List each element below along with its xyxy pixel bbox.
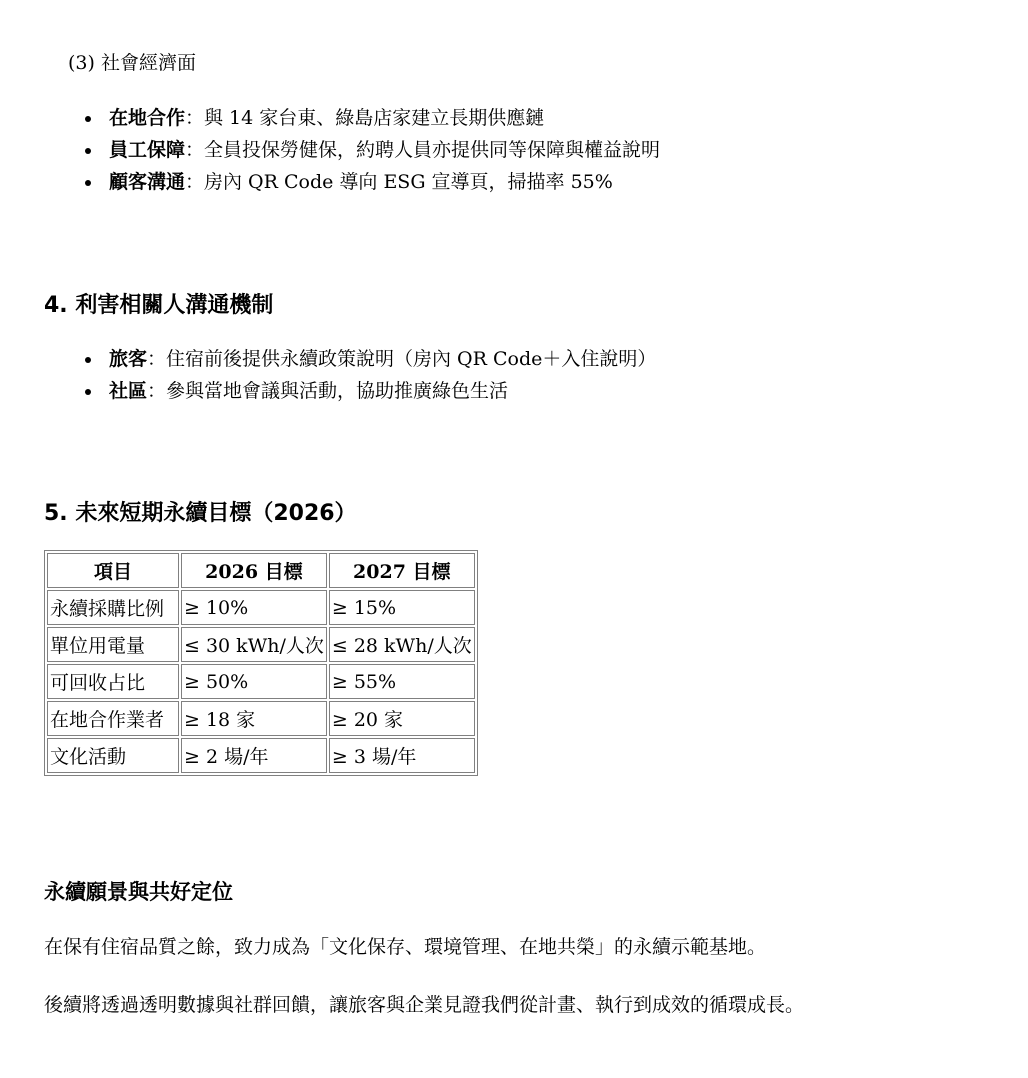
- table-header-cell: 2026 目標: [181, 553, 327, 588]
- list-item-text: ：住宿前後提供永續政策說明（房內 QR Code＋入住說明）: [147, 348, 657, 370]
- table-cell: ≥ 3 場/年: [329, 738, 475, 773]
- list-item-term: 在地合作: [109, 107, 186, 129]
- list-item: [76, 343, 656, 375]
- table-header-row: [47, 553, 475, 588]
- table-cell: ≤ 30 kWh/人次: [181, 627, 327, 662]
- table-cell: ≥ 10%: [181, 590, 327, 625]
- table-cell: ≤ 28 kWh/人次: [329, 627, 475, 662]
- list-item-text: ：房內 QR Code 導向 ESG 宣導頁，掃描率 55%: [185, 171, 613, 193]
- table-cell: 可回收占比: [47, 664, 179, 699]
- socio-economic-list: [76, 102, 660, 198]
- goals-heading: 5. 未來短期永續目標（2026）: [44, 501, 357, 526]
- stakeholder-heading: 4. 利害相關人溝通機制: [44, 293, 274, 318]
- list-item: [76, 375, 656, 407]
- list-item-term: 旅客: [109, 348, 148, 370]
- table-row: [47, 627, 475, 662]
- table-cell: 單位用電量: [47, 627, 179, 662]
- table-header-cell: 2027 目標: [329, 553, 475, 588]
- vision-paragraph: 在保有住宿品質之餘，致力成為「文化保存、環境管理、在地共榮」的永續示範基地。: [44, 936, 767, 958]
- list-item-text: ：與 14 家台東、綠島店家建立長期供應鏈: [185, 107, 545, 129]
- table-cell: 永續採購比例: [47, 590, 179, 625]
- list-item-term: 社區: [109, 380, 148, 402]
- table-cell: 文化活動: [47, 738, 179, 773]
- table-cell: ≥ 18 家: [181, 701, 327, 736]
- table-row: [47, 590, 475, 625]
- table-cell: 在地合作業者: [47, 701, 179, 736]
- list-item-term: 顧客溝通: [109, 171, 186, 193]
- table-header-cell: 項目: [47, 553, 179, 588]
- table-row: [47, 664, 475, 699]
- table-row: [47, 701, 475, 736]
- list-item: [76, 166, 660, 198]
- table-cell: ≥ 15%: [329, 590, 475, 625]
- list-item-text: ：全員投保勞健保，約聘人員亦提供同等保障與權益說明: [185, 139, 661, 161]
- table-row: [47, 738, 475, 773]
- list-item-text: ：參與當地會議與活動，協助推廣綠色生活: [147, 380, 509, 402]
- list-item-term: 員工保障: [109, 139, 186, 161]
- vision-paragraph: 後續將透過透明數據與社群回饋，讓旅客與企業見證我們從計畫、執行到成效的循環成長。: [44, 994, 805, 1016]
- table-cell: ≥ 20 家: [329, 701, 475, 736]
- table-cell: ≥ 2 場/年: [181, 738, 327, 773]
- socio-economic-heading: (3) 社會經濟面: [68, 52, 196, 74]
- table-cell: ≥ 55%: [329, 664, 475, 699]
- table-cell: ≥ 50%: [181, 664, 327, 699]
- stakeholder-list: [76, 343, 656, 407]
- vision-heading: 永續願景與共好定位: [44, 880, 233, 904]
- list-item: [76, 134, 660, 166]
- list-item: [76, 102, 660, 134]
- goals-table: [44, 550, 478, 776]
